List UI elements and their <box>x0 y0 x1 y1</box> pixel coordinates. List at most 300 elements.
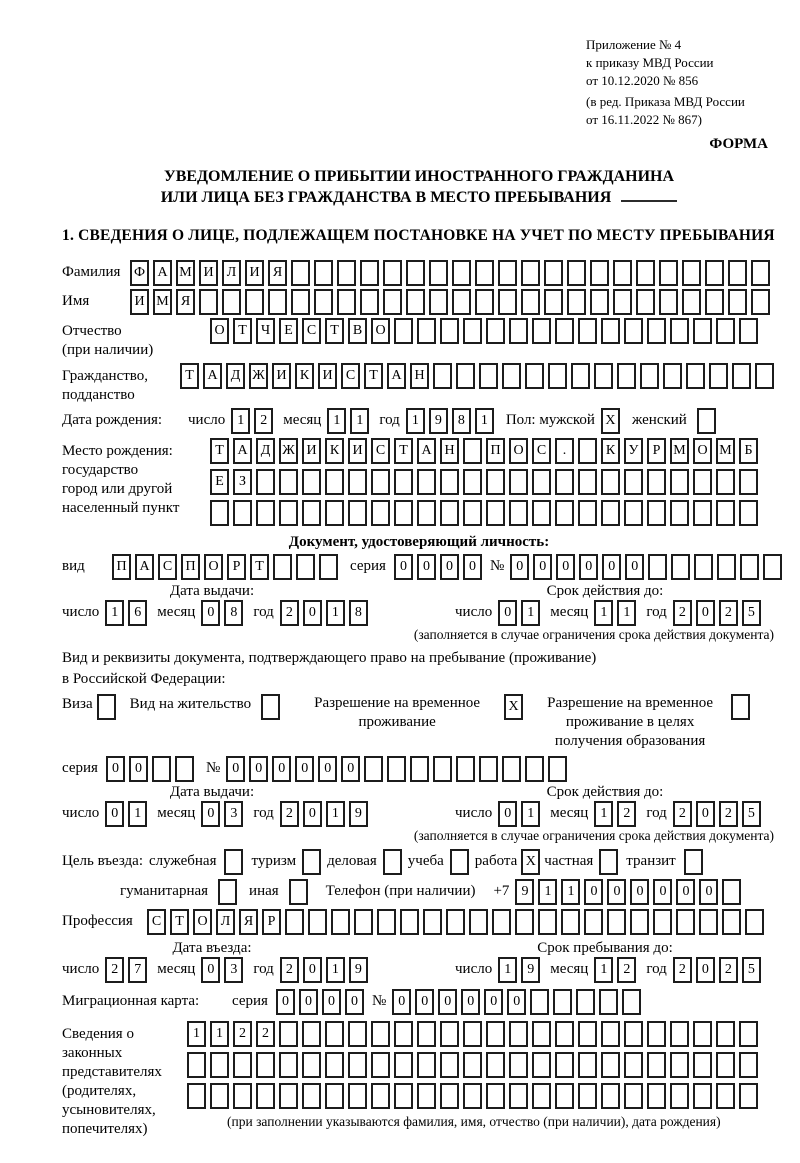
form-cell[interactable]: 2 <box>256 1021 275 1047</box>
form-cell[interactable] <box>302 1083 321 1109</box>
form-cell[interactable] <box>417 469 436 495</box>
form-cell[interactable]: 2 <box>617 801 636 827</box>
form-cell[interactable] <box>429 260 448 286</box>
form-cell[interactable]: 0 <box>295 756 314 782</box>
form-cell[interactable] <box>515 909 534 935</box>
form-cell[interactable] <box>544 260 563 286</box>
form-cell[interactable]: А <box>203 363 222 389</box>
form-cell[interactable] <box>440 500 459 526</box>
form-cell[interactable] <box>463 469 482 495</box>
temp-residence-edu-checkbox[interactable] <box>731 694 750 720</box>
form-cell[interactable] <box>716 1083 735 1109</box>
form-cell[interactable]: Б <box>739 438 758 464</box>
form-cell[interactable]: 0 <box>318 756 337 782</box>
form-cell[interactable]: И <box>302 438 321 464</box>
form-cell[interactable] <box>532 500 551 526</box>
form-cell[interactable] <box>670 469 689 495</box>
visa-checkbox[interactable] <box>97 694 116 720</box>
form-cell[interactable]: 7 <box>128 957 147 983</box>
form-cell[interactable]: 9 <box>349 801 368 827</box>
form-cell[interactable]: 8 <box>224 600 243 626</box>
form-cell[interactable]: С <box>158 554 177 580</box>
form-cell[interactable]: Е <box>279 318 298 344</box>
form-cell[interactable] <box>578 438 597 464</box>
form-cell[interactable]: И <box>130 289 149 315</box>
form-cell[interactable] <box>394 1021 413 1047</box>
form-cell[interactable]: 0 <box>394 554 413 580</box>
form-cell[interactable] <box>624 1021 643 1047</box>
form-cell[interactable] <box>578 1021 597 1047</box>
form-cell[interactable]: А <box>233 438 252 464</box>
form-cell[interactable]: 0 <box>201 957 220 983</box>
form-cell[interactable]: 0 <box>484 989 503 1015</box>
form-cell[interactable]: 0 <box>201 600 220 626</box>
form-cell[interactable]: 1 <box>594 801 613 827</box>
form-cell[interactable] <box>319 554 338 580</box>
form-cell[interactable] <box>663 363 682 389</box>
form-cell[interactable]: 2 <box>719 957 738 983</box>
form-cell[interactable]: 0 <box>276 989 295 1015</box>
form-cell[interactable] <box>670 500 689 526</box>
form-cell[interactable] <box>417 500 436 526</box>
form-cell[interactable] <box>624 1052 643 1078</box>
form-cell[interactable]: Т <box>250 554 269 580</box>
form-cell[interactable] <box>555 500 574 526</box>
form-cell[interactable]: О <box>210 318 229 344</box>
form-cell[interactable] <box>175 756 194 782</box>
form-cell[interactable]: 9 <box>515 879 534 905</box>
form-cell[interactable]: С <box>302 318 321 344</box>
form-cell[interactable]: 1 <box>327 408 346 434</box>
residence-permit-checkbox[interactable] <box>261 694 280 720</box>
form-cell[interactable]: Т <box>364 363 383 389</box>
form-cell[interactable]: Я <box>239 909 258 935</box>
form-cell[interactable] <box>739 1021 758 1047</box>
form-cell[interactable]: З <box>233 469 252 495</box>
form-cell[interactable]: И <box>245 260 264 286</box>
temp-residence-checkbox[interactable]: X <box>504 694 523 720</box>
form-cell[interactable] <box>394 1052 413 1078</box>
form-cell[interactable]: 1 <box>105 600 124 626</box>
purpose-humanitarian-checkbox[interactable] <box>218 879 237 905</box>
form-cell[interactable] <box>584 909 603 935</box>
form-cell[interactable] <box>291 260 310 286</box>
form-cell[interactable] <box>745 909 764 935</box>
form-cell[interactable] <box>693 318 712 344</box>
form-cell[interactable]: Р <box>227 554 246 580</box>
form-cell[interactable] <box>325 1021 344 1047</box>
form-cell[interactable] <box>599 989 618 1015</box>
form-cell[interactable] <box>210 500 229 526</box>
form-cell[interactable] <box>509 318 528 344</box>
form-cell[interactable]: Т <box>180 363 199 389</box>
form-cell[interactable] <box>348 469 367 495</box>
form-cell[interactable] <box>452 260 471 286</box>
form-cell[interactable] <box>722 909 741 935</box>
form-cell[interactable] <box>594 363 613 389</box>
form-cell[interactable] <box>755 363 774 389</box>
purpose-work-checkbox[interactable]: X <box>521 849 540 875</box>
form-cell[interactable] <box>498 289 517 315</box>
form-cell[interactable]: 0 <box>607 879 626 905</box>
form-cell[interactable] <box>739 1083 758 1109</box>
form-cell[interactable] <box>555 469 574 495</box>
form-cell[interactable] <box>578 1083 597 1109</box>
form-cell[interactable]: С <box>532 438 551 464</box>
form-cell[interactable]: 3 <box>224 801 243 827</box>
form-cell[interactable] <box>578 318 597 344</box>
form-cell[interactable]: 0 <box>696 801 715 827</box>
form-cell[interactable] <box>525 756 544 782</box>
form-cell[interactable]: 2 <box>280 957 299 983</box>
form-cell[interactable]: А <box>153 260 172 286</box>
form-cell[interactable]: Т <box>170 909 189 935</box>
form-cell[interactable] <box>492 909 511 935</box>
form-cell[interactable] <box>682 260 701 286</box>
form-cell[interactable]: 0 <box>602 554 621 580</box>
form-cell[interactable] <box>693 500 712 526</box>
form-cell[interactable]: 0 <box>299 989 318 1015</box>
form-cell[interactable]: О <box>509 438 528 464</box>
form-cell[interactable]: 1 <box>187 1021 206 1047</box>
form-cell[interactable] <box>279 1083 298 1109</box>
form-cell[interactable] <box>371 1083 390 1109</box>
form-cell[interactable] <box>739 318 758 344</box>
form-cell[interactable] <box>670 1021 689 1047</box>
form-cell[interactable] <box>410 756 429 782</box>
form-cell[interactable]: 9 <box>429 408 448 434</box>
form-cell[interactable] <box>705 260 724 286</box>
form-cell[interactable] <box>268 289 287 315</box>
form-cell[interactable]: . <box>555 438 574 464</box>
form-cell[interactable]: 2 <box>673 600 692 626</box>
form-cell[interactable]: О <box>693 438 712 464</box>
form-cell[interactable] <box>325 469 344 495</box>
form-cell[interactable]: А <box>135 554 154 580</box>
form-cell[interactable]: 6 <box>128 600 147 626</box>
form-cell[interactable]: 3 <box>224 957 243 983</box>
purpose-tourism-checkbox[interactable] <box>302 849 321 875</box>
form-cell[interactable] <box>377 909 396 935</box>
form-cell[interactable] <box>693 469 712 495</box>
form-cell[interactable] <box>486 469 505 495</box>
form-cell[interactable] <box>256 500 275 526</box>
form-cell[interactable] <box>325 1052 344 1078</box>
form-cell[interactable] <box>417 1083 436 1109</box>
form-cell[interactable] <box>617 363 636 389</box>
form-cell[interactable] <box>486 1052 505 1078</box>
form-cell[interactable]: 0 <box>699 879 718 905</box>
form-cell[interactable]: Я <box>176 289 195 315</box>
form-cell[interactable] <box>314 260 333 286</box>
form-cell[interactable]: 0 <box>106 756 125 782</box>
form-cell[interactable]: О <box>204 554 223 580</box>
form-cell[interactable] <box>739 1052 758 1078</box>
form-cell[interactable]: 0 <box>303 801 322 827</box>
form-cell[interactable] <box>647 469 666 495</box>
form-cell[interactable] <box>647 1083 666 1109</box>
form-cell[interactable] <box>256 1052 275 1078</box>
form-cell[interactable]: 0 <box>533 554 552 580</box>
form-cell[interactable] <box>751 289 770 315</box>
form-cell[interactable]: 5 <box>742 957 761 983</box>
form-cell[interactable]: 0 <box>440 554 459 580</box>
form-cell[interactable] <box>647 318 666 344</box>
form-cell[interactable]: М <box>176 260 195 286</box>
form-cell[interactable] <box>686 363 705 389</box>
form-cell[interactable]: 1 <box>128 801 147 827</box>
form-cell[interactable] <box>463 438 482 464</box>
form-cell[interactable]: 0 <box>676 879 695 905</box>
form-cell[interactable] <box>532 1021 551 1047</box>
form-cell[interactable]: 0 <box>696 600 715 626</box>
form-cell[interactable] <box>433 756 452 782</box>
form-cell[interactable] <box>601 318 620 344</box>
form-cell[interactable] <box>245 289 264 315</box>
form-cell[interactable] <box>532 469 551 495</box>
form-cell[interactable] <box>601 1052 620 1078</box>
form-cell[interactable]: 0 <box>392 989 411 1015</box>
form-cell[interactable] <box>371 1052 390 1078</box>
form-cell[interactable] <box>486 500 505 526</box>
form-cell[interactable]: 0 <box>129 756 148 782</box>
form-cell[interactable]: 2 <box>233 1021 252 1047</box>
form-cell[interactable]: 0 <box>438 989 457 1015</box>
form-cell[interactable]: 0 <box>322 989 341 1015</box>
form-cell[interactable] <box>682 289 701 315</box>
form-cell[interactable] <box>456 363 475 389</box>
form-cell[interactable] <box>233 1052 252 1078</box>
form-cell[interactable]: К <box>325 438 344 464</box>
purpose-other-checkbox[interactable] <box>289 879 308 905</box>
form-cell[interactable]: 2 <box>280 801 299 827</box>
form-cell[interactable] <box>763 554 782 580</box>
form-cell[interactable] <box>716 469 735 495</box>
form-cell[interactable] <box>394 318 413 344</box>
form-cell[interactable]: 2 <box>719 600 738 626</box>
form-cell[interactable] <box>348 1021 367 1047</box>
form-cell[interactable] <box>440 318 459 344</box>
form-cell[interactable] <box>670 1052 689 1078</box>
form-cell[interactable] <box>394 469 413 495</box>
form-cell[interactable] <box>624 318 643 344</box>
form-cell[interactable] <box>152 756 171 782</box>
form-cell[interactable] <box>636 260 655 286</box>
form-cell[interactable] <box>521 260 540 286</box>
form-cell[interactable] <box>302 1052 321 1078</box>
form-cell[interactable]: 0 <box>696 957 715 983</box>
form-cell[interactable] <box>670 1083 689 1109</box>
form-cell[interactable] <box>544 289 563 315</box>
form-cell[interactable] <box>291 289 310 315</box>
form-cell[interactable]: 1 <box>350 408 369 434</box>
form-cell[interactable] <box>624 469 643 495</box>
form-cell[interactable]: 0 <box>463 554 482 580</box>
form-cell[interactable] <box>429 289 448 315</box>
form-cell[interactable]: 1 <box>594 957 613 983</box>
form-cell[interactable]: К <box>601 438 620 464</box>
form-cell[interactable] <box>302 500 321 526</box>
form-cell[interactable] <box>693 1021 712 1047</box>
form-cell[interactable] <box>233 1083 252 1109</box>
form-cell[interactable]: 9 <box>349 957 368 983</box>
form-cell[interactable] <box>371 500 390 526</box>
form-cell[interactable]: 1 <box>561 879 580 905</box>
form-cell[interactable]: Р <box>647 438 666 464</box>
form-cell[interactable]: У <box>624 438 643 464</box>
form-cell[interactable]: П <box>181 554 200 580</box>
form-cell[interactable]: 1 <box>326 957 345 983</box>
form-cell[interactable]: 5 <box>742 801 761 827</box>
form-cell[interactable]: 0 <box>345 989 364 1015</box>
purpose-study-checkbox[interactable] <box>450 849 469 875</box>
form-cell[interactable] <box>613 289 632 315</box>
form-cell[interactable] <box>371 469 390 495</box>
form-cell[interactable] <box>456 756 475 782</box>
form-cell[interactable] <box>440 1083 459 1109</box>
form-cell[interactable] <box>601 469 620 495</box>
form-cell[interactable] <box>553 989 572 1015</box>
form-cell[interactable] <box>530 989 549 1015</box>
form-cell[interactable]: А <box>387 363 406 389</box>
form-cell[interactable]: Ж <box>249 363 268 389</box>
form-cell[interactable]: 0 <box>105 801 124 827</box>
form-cell[interactable] <box>601 500 620 526</box>
form-cell[interactable] <box>509 500 528 526</box>
form-cell[interactable]: Т <box>210 438 229 464</box>
form-cell[interactable] <box>647 500 666 526</box>
form-cell[interactable]: Т <box>233 318 252 344</box>
form-cell[interactable] <box>571 363 590 389</box>
form-cell[interactable]: С <box>341 363 360 389</box>
form-cell[interactable] <box>360 289 379 315</box>
form-cell[interactable]: 0 <box>630 879 649 905</box>
form-cell[interactable] <box>279 1052 298 1078</box>
form-cell[interactable] <box>716 1052 735 1078</box>
form-cell[interactable]: Н <box>410 363 429 389</box>
form-cell[interactable]: Ф <box>130 260 149 286</box>
form-cell[interactable] <box>622 989 641 1015</box>
form-cell[interactable] <box>624 1083 643 1109</box>
form-cell[interactable] <box>567 289 586 315</box>
form-cell[interactable] <box>740 554 759 580</box>
form-cell[interactable] <box>567 260 586 286</box>
form-cell[interactable]: Ч <box>256 318 275 344</box>
form-cell[interactable]: 0 <box>653 879 672 905</box>
form-cell[interactable]: 0 <box>201 801 220 827</box>
form-cell[interactable]: Л <box>222 260 241 286</box>
form-cell[interactable] <box>607 909 626 935</box>
form-cell[interactable] <box>337 260 356 286</box>
form-cell[interactable] <box>348 1083 367 1109</box>
form-cell[interactable] <box>555 318 574 344</box>
form-cell[interactable] <box>739 500 758 526</box>
form-cell[interactable]: 1 <box>521 801 540 827</box>
form-cell[interactable] <box>446 909 465 935</box>
form-cell[interactable] <box>348 500 367 526</box>
form-cell[interactable] <box>486 318 505 344</box>
form-cell[interactable]: 0 <box>303 600 322 626</box>
form-cell[interactable]: 2 <box>105 957 124 983</box>
form-cell[interactable] <box>670 318 689 344</box>
form-cell[interactable] <box>561 909 580 935</box>
form-cell[interactable] <box>640 363 659 389</box>
form-cell[interactable]: 0 <box>579 554 598 580</box>
form-cell[interactable]: 0 <box>556 554 575 580</box>
form-cell[interactable]: Н <box>440 438 459 464</box>
form-cell[interactable] <box>302 469 321 495</box>
form-cell[interactable] <box>653 909 672 935</box>
form-cell[interactable] <box>383 289 402 315</box>
form-cell[interactable] <box>433 363 452 389</box>
form-cell[interactable] <box>590 289 609 315</box>
form-cell[interactable]: И <box>199 260 218 286</box>
form-cell[interactable]: П <box>112 554 131 580</box>
form-cell[interactable] <box>709 363 728 389</box>
form-cell[interactable] <box>469 909 488 935</box>
form-cell[interactable] <box>417 1052 436 1078</box>
form-cell[interactable]: 1 <box>326 801 345 827</box>
form-cell[interactable] <box>532 1052 551 1078</box>
form-cell[interactable] <box>538 909 557 935</box>
form-cell[interactable] <box>440 1052 459 1078</box>
form-cell[interactable]: Е <box>210 469 229 495</box>
form-cell[interactable] <box>486 1021 505 1047</box>
form-cell[interactable] <box>676 909 695 935</box>
form-cell[interactable] <box>325 1083 344 1109</box>
form-cell[interactable] <box>486 1083 505 1109</box>
form-cell[interactable]: 1 <box>231 408 250 434</box>
form-cell[interactable]: 2 <box>254 408 273 434</box>
purpose-business-checkbox[interactable] <box>383 849 402 875</box>
form-cell[interactable] <box>671 554 690 580</box>
form-cell[interactable] <box>394 500 413 526</box>
form-cell[interactable] <box>601 1021 620 1047</box>
form-cell[interactable]: 0 <box>417 554 436 580</box>
form-cell[interactable]: О <box>193 909 212 935</box>
form-cell[interactable]: 5 <box>742 600 761 626</box>
form-cell[interactable]: И <box>272 363 291 389</box>
form-cell[interactable] <box>308 909 327 935</box>
form-cell[interactable]: 0 <box>461 989 480 1015</box>
form-cell[interactable] <box>256 469 275 495</box>
form-cell[interactable] <box>716 500 735 526</box>
form-cell[interactable]: К <box>295 363 314 389</box>
form-cell[interactable]: П <box>486 438 505 464</box>
form-cell[interactable] <box>751 260 770 286</box>
form-cell[interactable] <box>233 500 252 526</box>
form-cell[interactable] <box>463 1021 482 1047</box>
form-cell[interactable]: И <box>318 363 337 389</box>
form-cell[interactable] <box>659 260 678 286</box>
form-cell[interactable]: 8 <box>349 600 368 626</box>
form-cell[interactable] <box>406 289 425 315</box>
form-cell[interactable] <box>400 909 419 935</box>
form-cell[interactable] <box>417 1021 436 1047</box>
form-cell[interactable]: 1 <box>210 1021 229 1047</box>
form-cell[interactable] <box>187 1083 206 1109</box>
form-cell[interactable]: 0 <box>498 801 517 827</box>
form-cell[interactable] <box>659 289 678 315</box>
form-cell[interactable]: 1 <box>617 600 636 626</box>
form-cell[interactable] <box>314 289 333 315</box>
form-cell[interactable] <box>624 500 643 526</box>
form-cell[interactable] <box>371 1021 390 1047</box>
form-cell[interactable] <box>222 289 241 315</box>
form-cell[interactable] <box>716 318 735 344</box>
form-cell[interactable] <box>521 289 540 315</box>
form-cell[interactable]: 0 <box>226 756 245 782</box>
